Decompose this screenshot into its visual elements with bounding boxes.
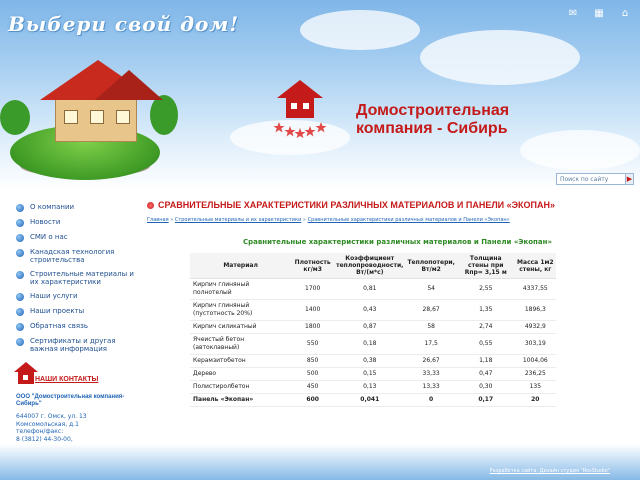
bullet-icon <box>16 234 24 242</box>
table-row <box>190 300 556 321</box>
address-line: 8 (3812) 44-30-00, <box>16 435 73 443</box>
table-cell: 1700 <box>291 279 334 300</box>
search-submit-button[interactable] <box>625 173 634 185</box>
sidebar-item-label: Канадская технология строительства <box>30 248 115 264</box>
contacts-logo-icon <box>14 360 124 390</box>
home-icon[interactable]: ⌂ <box>621 8 629 19</box>
table-cell: 0,30 <box>457 381 515 394</box>
sidebar-item-about[interactable] <box>16 203 136 212</box>
table-cell: Дерево <box>190 368 291 381</box>
cloud-decoration <box>300 10 420 50</box>
bullet-icon <box>16 338 24 346</box>
mail-icon[interactable]: ✉ <box>568 8 578 19</box>
table-row <box>190 279 556 300</box>
house-body <box>55 95 137 142</box>
house-roof <box>95 70 163 100</box>
page-header <box>0 0 640 190</box>
table-cell: 0,15 <box>334 368 405 381</box>
bullet-icon <box>16 271 24 279</box>
table-cell: 1896,3 <box>515 300 556 321</box>
window <box>116 110 130 124</box>
table-cell: 450 <box>291 381 334 394</box>
title-bullet-icon <box>147 202 154 209</box>
table-cell: 1004,06 <box>515 355 556 368</box>
table-cell: 0,47 <box>457 368 515 381</box>
sidebar-item-materials[interactable] <box>16 270 136 286</box>
address-line: Комсомольская, д.1 <box>16 420 79 428</box>
sidebar-item-label: СМИ о нас <box>30 233 68 241</box>
window <box>90 110 104 124</box>
table-cell: Полистиролбетон <box>190 381 291 394</box>
table-cell: 2,55 <box>457 279 515 300</box>
address-line: 644007 г. Омск, ул. 13 <box>16 413 87 420</box>
sidebar-item-label: Наши услуги <box>30 292 78 300</box>
arrow-right-icon: ▶ <box>626 175 633 183</box>
table-cell: 550 <box>291 334 334 355</box>
breadcrumb-link-current[interactable]: Сравнительные характеристики различных материалов и Панели «Экопан» <box>307 217 510 223</box>
sidebar-item-news[interactable] <box>16 218 136 227</box>
page-title <box>147 200 555 210</box>
sidebar-item-label: Наши проекты <box>30 307 85 315</box>
breadcrumb-separator: » <box>302 217 308 223</box>
table-cell: Панель «Экопан» <box>190 394 291 407</box>
table-cell: 303,19 <box>515 334 556 355</box>
page-footer <box>0 444 640 480</box>
table-cell: 58 <box>405 321 456 334</box>
table-cell: 54 <box>405 279 456 300</box>
search-input[interactable]: Поиск по сайту <box>556 173 634 185</box>
company-name-line1: Домостроительная <box>356 102 510 119</box>
table-cell: 0,17 <box>457 394 515 407</box>
sidebar-item-certificates[interactable] <box>16 337 136 353</box>
company-name <box>356 102 509 138</box>
sidebar-item-projects[interactable] <box>16 307 136 316</box>
table-cell: 0,43 <box>334 300 405 321</box>
table-cell: 0,55 <box>457 334 515 355</box>
table-row <box>190 381 556 394</box>
bullet-icon <box>16 249 24 257</box>
table-caption: Сравнительные характеристики различных материалов и Панели «Экопан» <box>243 238 552 246</box>
table-row <box>190 355 556 368</box>
top-icons <box>568 9 630 18</box>
page-title-text: СРАВНИТЕЛЬНЫЕ ХАРАКТЕРИСТИКИ РАЗЛИЧНЫХ МАТЕРИАЛОВ И ПАНЕЛИ «ЭКОПАН» <box>158 200 555 210</box>
breadcrumb-link-home[interactable]: Главная <box>147 217 169 223</box>
table-cell: 4932,9 <box>515 321 556 334</box>
table-cell: 1800 <box>291 321 334 334</box>
column-header: Коэффициент теплопроводности, Вт/(м*с) <box>334 253 405 279</box>
tree <box>0 100 30 135</box>
table-cell: 1,35 <box>457 300 515 321</box>
sitemap-icon[interactable]: ▦ <box>594 8 604 19</box>
table-cell: Кирпич глиняный полнотелый <box>190 279 291 300</box>
footer-credits <box>490 468 610 474</box>
table-cell: Кирпич силикатный <box>190 321 291 334</box>
table-cell: 0,81 <box>334 279 405 300</box>
table-cell: Кирпич глиняный (пустотность 20%) <box>190 300 291 321</box>
table-cell: 17,5 <box>405 334 456 355</box>
bullet-icon <box>16 219 24 227</box>
house-illustration <box>0 40 200 175</box>
table-row <box>190 334 556 355</box>
table-cell: 13,33 <box>405 381 456 394</box>
table-cell: Ячеистый бетон (автоклавный) <box>190 334 291 355</box>
comparison-table <box>190 253 556 407</box>
table-cell: 1,18 <box>457 355 515 368</box>
breadcrumb-separator: » <box>170 217 175 223</box>
table-row-highlight <box>190 394 556 407</box>
address <box>16 413 126 443</box>
sidebar-item-media[interactable] <box>16 233 136 242</box>
contacts-link[interactable]: НАШИ КОНТАКТЫ <box>35 376 99 383</box>
table-cell: 500 <box>291 368 334 381</box>
breadcrumb <box>147 217 510 223</box>
column-header: Плотность кг/м3 <box>291 253 334 279</box>
bullet-icon <box>16 293 24 301</box>
sidebar-item-label: Новости <box>30 218 61 226</box>
table-cell: 0,38 <box>334 355 405 368</box>
table-cell: 26,67 <box>405 355 456 368</box>
sidebar-item-label: Сертификаты и другая важная информация <box>30 337 116 353</box>
sidebar-item-canadian-technology[interactable] <box>16 248 136 264</box>
company-name-line2: компания - Сибирь <box>356 120 508 137</box>
table-cell: 0,87 <box>334 321 405 334</box>
column-header: Масса 1м2 стены, кг <box>515 253 556 279</box>
table-cell: 0 <box>405 394 456 407</box>
bullet-icon <box>16 204 24 212</box>
table-cell: 33,33 <box>405 368 456 381</box>
sidebar-item-label: Обратная связь <box>30 322 88 330</box>
table-cell: 0,041 <box>334 394 405 407</box>
table-cell: 4337,55 <box>515 279 556 300</box>
table-cell: 2,74 <box>457 321 515 334</box>
column-header: Теплопотери, Вт/м2 <box>405 253 456 279</box>
sidebar-item-label: О компании <box>30 203 75 211</box>
company-logo-icon <box>273 78 327 138</box>
company-name-text: ООО "Домостроительная компания-Сибирь" <box>16 394 125 407</box>
sidebar-item-services[interactable] <box>16 292 136 301</box>
slogan: Выбери свой дом! <box>8 12 240 36</box>
table-cell: 850 <box>291 355 334 368</box>
table-row <box>190 321 556 334</box>
bullet-icon <box>16 323 24 331</box>
footer-developer-link[interactable]: Разработка сайта: Дизайн студия "RosStudio" <box>489 468 610 474</box>
sidebar-item-feedback[interactable] <box>16 322 136 331</box>
window <box>64 110 78 124</box>
breadcrumb-link-materials[interactable]: Строительные материалы и их характеристики <box>174 217 302 223</box>
table-cell: 20 <box>515 394 556 407</box>
sidebar-item-label: Строительные материалы и их характеристики <box>30 270 134 286</box>
table-cell: 135 <box>515 381 556 394</box>
table-cell: 0,13 <box>334 381 405 394</box>
bullet-icon <box>16 308 24 316</box>
column-header: Толщина стены при Rпр= 3,15 м <box>457 253 515 279</box>
table-cell: 1400 <box>291 300 334 321</box>
table-cell: 236,25 <box>515 368 556 381</box>
cloud-decoration <box>520 130 640 170</box>
table-cell: 600 <box>291 394 334 407</box>
sidebar-nav <box>16 203 136 359</box>
table-cell: 0,18 <box>334 334 405 355</box>
cloud-decoration <box>420 30 580 85</box>
table-row <box>190 368 556 381</box>
address-line: телефон/факс: <box>16 428 64 435</box>
tree <box>150 95 178 135</box>
column-header: Материал <box>190 253 291 279</box>
table-cell: Керамзитобетон <box>190 355 291 368</box>
table-header-row <box>190 253 556 279</box>
table-cell: 28,67 <box>405 300 456 321</box>
